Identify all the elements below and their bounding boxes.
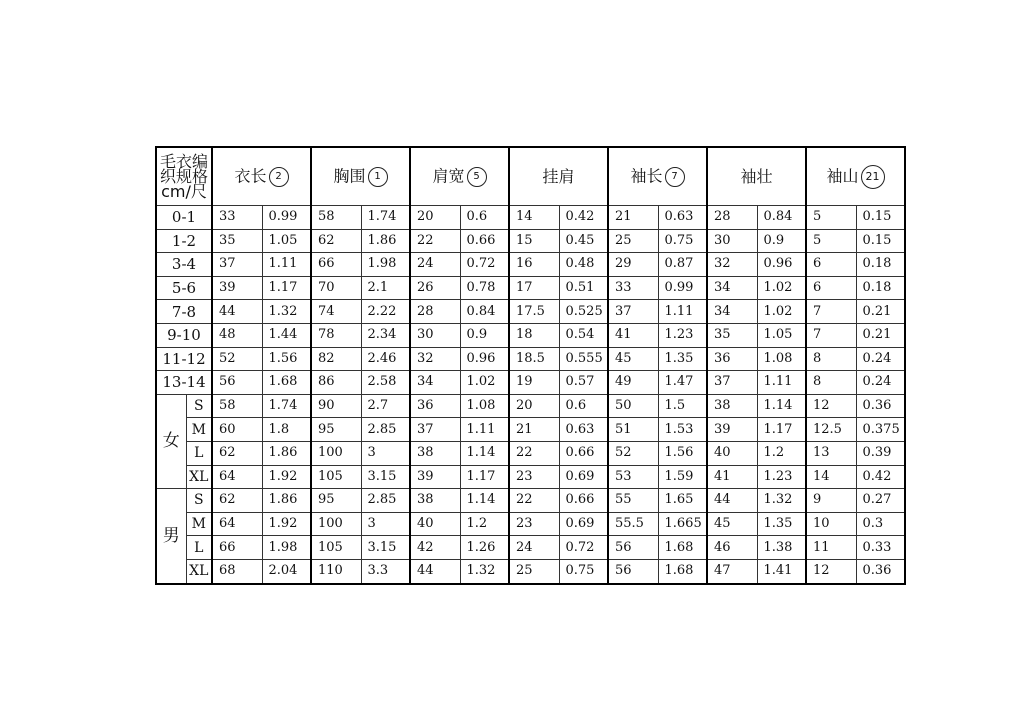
value-cell: 44 — [212, 300, 262, 324]
value-cell: 1.14 — [757, 394, 806, 418]
value-cell: 1.41 — [757, 559, 806, 583]
value-cell: 38 — [707, 394, 757, 418]
value-cell: 0.39 — [856, 441, 905, 465]
table-row — [156, 206, 905, 230]
value-cell: 0.69 — [559, 512, 608, 536]
value-cell: 0.36 — [856, 394, 905, 418]
value-cell: 40 — [707, 441, 757, 465]
value-cell: 13 — [806, 441, 856, 465]
column-header-label: 挂肩 — [542, 166, 575, 186]
table-row — [156, 276, 905, 300]
value-cell: 18 — [509, 323, 559, 347]
value-cell: 105 — [311, 536, 361, 560]
value-cell: 100 — [311, 441, 361, 465]
value-cell: 0.24 — [856, 347, 905, 371]
value-cell: 0.36 — [856, 559, 905, 583]
value-cell: 47 — [707, 559, 757, 583]
value-cell: 1.2 — [460, 512, 509, 536]
value-cell: 1.68 — [658, 559, 707, 583]
column-header — [509, 147, 608, 206]
value-cell: 34 — [410, 371, 460, 395]
value-cell: 1.32 — [757, 489, 806, 513]
value-cell: 49 — [608, 371, 658, 395]
age-range-cell: 11-12 — [156, 347, 212, 371]
value-cell: 90 — [311, 394, 361, 418]
value-cell: 0.72 — [559, 536, 608, 560]
value-cell: 0.96 — [757, 253, 806, 277]
value-cell: 1.11 — [460, 418, 509, 442]
value-cell: 1.86 — [262, 441, 311, 465]
table-row — [156, 300, 905, 324]
value-cell: 1.56 — [262, 347, 311, 371]
value-cell: 6 — [806, 276, 856, 300]
value-cell: 42 — [410, 536, 460, 560]
circled-number: 7 — [665, 167, 685, 187]
value-cell: 17 — [509, 276, 559, 300]
value-cell: 30 — [410, 323, 460, 347]
value-cell: 5 — [806, 229, 856, 253]
value-cell: 2.85 — [361, 489, 410, 513]
size-cell: S — [186, 394, 212, 418]
value-cell: 1.53 — [658, 418, 707, 442]
value-cell: 21 — [509, 418, 559, 442]
value-cell: 41 — [608, 323, 658, 347]
value-cell: 95 — [311, 489, 361, 513]
value-cell: 5 — [806, 206, 856, 230]
value-cell: 36 — [410, 394, 460, 418]
value-cell: 64 — [212, 465, 262, 489]
value-cell: 24 — [410, 253, 460, 277]
value-cell: 1.86 — [361, 229, 410, 253]
value-cell: 41 — [707, 465, 757, 489]
value-cell: 58 — [311, 206, 361, 230]
value-cell: 110 — [311, 559, 361, 583]
value-cell: 44 — [410, 559, 460, 583]
value-cell: 2.7 — [361, 394, 410, 418]
value-cell: 20 — [509, 394, 559, 418]
value-cell: 0.96 — [460, 347, 509, 371]
value-cell: 1.17 — [262, 276, 311, 300]
value-cell: 2.22 — [361, 300, 410, 324]
value-cell: 1.32 — [262, 300, 311, 324]
value-cell: 11 — [806, 536, 856, 560]
value-cell: 12.5 — [806, 418, 856, 442]
value-cell: 0.15 — [856, 206, 905, 230]
column-header — [311, 147, 410, 206]
value-cell: 8 — [806, 347, 856, 371]
age-range-cell: 0-1 — [156, 206, 212, 230]
value-cell: 1.86 — [262, 489, 311, 513]
value-cell: 51 — [608, 418, 658, 442]
age-range-cell: 1-2 — [156, 229, 212, 253]
value-cell: 0.18 — [856, 276, 905, 300]
value-cell: 0.54 — [559, 323, 608, 347]
value-cell: 39 — [212, 276, 262, 300]
value-cell: 1.23 — [757, 465, 806, 489]
table-row — [156, 253, 905, 277]
table-row — [156, 441, 905, 465]
value-cell: 66 — [311, 253, 361, 277]
value-cell: 16 — [509, 253, 559, 277]
value-cell: 1.23 — [658, 323, 707, 347]
value-cell: 55 — [608, 489, 658, 513]
value-cell: 2.34 — [361, 323, 410, 347]
value-cell: 28 — [707, 206, 757, 230]
value-cell: 0.21 — [856, 323, 905, 347]
value-cell: 24 — [509, 536, 559, 560]
size-cell: M — [186, 418, 212, 442]
value-cell: 40 — [410, 512, 460, 536]
value-cell: 46 — [707, 536, 757, 560]
value-cell: 56 — [212, 371, 262, 395]
corner-line-3: cm/尺 — [161, 182, 207, 201]
value-cell: 23 — [509, 465, 559, 489]
value-cell: 53 — [608, 465, 658, 489]
value-cell: 19 — [509, 371, 559, 395]
table-row — [156, 418, 905, 442]
column-header — [410, 147, 509, 206]
value-cell: 39 — [410, 465, 460, 489]
value-cell: 44 — [707, 489, 757, 513]
value-cell: 1.59 — [658, 465, 707, 489]
value-cell: 1.05 — [757, 323, 806, 347]
circled-number: 1 — [368, 167, 388, 187]
value-cell: 1.17 — [460, 465, 509, 489]
value-cell: 7 — [806, 323, 856, 347]
value-cell: 1.38 — [757, 536, 806, 560]
size-cell: L — [186, 536, 212, 560]
column-header — [707, 147, 806, 206]
value-cell: 0.84 — [757, 206, 806, 230]
value-cell: 37 — [410, 418, 460, 442]
value-cell: 3 — [361, 512, 410, 536]
value-cell: 14 — [806, 465, 856, 489]
size-cell: L — [186, 441, 212, 465]
value-cell: 10 — [806, 512, 856, 536]
value-cell: 25 — [509, 559, 559, 583]
value-cell: 2.46 — [361, 347, 410, 371]
value-cell: 0.45 — [559, 229, 608, 253]
value-cell: 3.3 — [361, 559, 410, 583]
value-cell: 39 — [707, 418, 757, 442]
value-cell: 7 — [806, 300, 856, 324]
value-cell: 74 — [311, 300, 361, 324]
table-row — [156, 347, 905, 371]
value-cell: 34 — [707, 276, 757, 300]
value-cell: 1.2 — [757, 441, 806, 465]
age-range-cell: 5-6 — [156, 276, 212, 300]
value-cell: 25 — [608, 229, 658, 253]
value-cell: 0.24 — [856, 371, 905, 395]
column-header-label: 袖壮 — [740, 166, 773, 186]
column-header-label: 胸围 — [333, 166, 366, 185]
value-cell: 1.14 — [460, 441, 509, 465]
value-cell: 1.17 — [757, 418, 806, 442]
value-cell: 0.99 — [658, 276, 707, 300]
table-row — [156, 371, 905, 395]
value-cell: 32 — [707, 253, 757, 277]
value-cell: 1.8 — [262, 418, 311, 442]
value-cell: 34 — [707, 300, 757, 324]
table-row — [156, 512, 905, 536]
value-cell: 1.35 — [757, 512, 806, 536]
value-cell: 0.57 — [559, 371, 608, 395]
value-cell: 60 — [212, 418, 262, 442]
value-cell: 1.08 — [460, 394, 509, 418]
value-cell: 38 — [410, 441, 460, 465]
value-cell: 22 — [410, 229, 460, 253]
column-header — [212, 147, 311, 206]
age-range-cell: 9-10 — [156, 323, 212, 347]
value-cell: 26 — [410, 276, 460, 300]
value-cell: 2.1 — [361, 276, 410, 300]
value-cell: 78 — [311, 323, 361, 347]
value-cell: 1.11 — [757, 371, 806, 395]
value-cell: 33 — [212, 206, 262, 230]
value-cell: 56 — [608, 536, 658, 560]
female-group-label: 女 — [156, 394, 186, 488]
column-header-label: 袖长 — [630, 166, 663, 185]
value-cell: 8 — [806, 371, 856, 395]
value-cell: 21 — [608, 206, 658, 230]
column-header-label: 肩宽 — [432, 166, 465, 185]
value-cell: 12 — [806, 394, 856, 418]
value-cell: 35 — [707, 323, 757, 347]
value-cell: 0.72 — [460, 253, 509, 277]
value-cell: 0.21 — [856, 300, 905, 324]
value-cell: 33 — [608, 276, 658, 300]
value-cell: 0.375 — [856, 418, 905, 442]
value-cell: 1.11 — [658, 300, 707, 324]
value-cell: 0.3 — [856, 512, 905, 536]
value-cell: 1.92 — [262, 512, 311, 536]
value-cell: 9 — [806, 489, 856, 513]
header-row — [156, 147, 905, 206]
value-cell: 23 — [509, 512, 559, 536]
value-cell: 22 — [509, 441, 559, 465]
value-cell: 1.665 — [658, 512, 707, 536]
value-cell: 0.99 — [262, 206, 311, 230]
value-cell: 1.5 — [658, 394, 707, 418]
value-cell: 0.42 — [559, 206, 608, 230]
value-cell: 18.5 — [509, 347, 559, 371]
value-cell: 62 — [311, 229, 361, 253]
value-cell: 37 — [212, 253, 262, 277]
value-cell: 0.69 — [559, 465, 608, 489]
corner-line-1: 毛衣编 — [159, 152, 208, 171]
value-cell: 28 — [410, 300, 460, 324]
value-cell: 0.51 — [559, 276, 608, 300]
value-cell: 1.14 — [460, 489, 509, 513]
value-cell: 0.66 — [559, 489, 608, 513]
value-cell: 0.78 — [460, 276, 509, 300]
value-cell: 15 — [509, 229, 559, 253]
corner-header — [156, 147, 212, 206]
value-cell: 0.84 — [460, 300, 509, 324]
value-cell: 62 — [212, 489, 262, 513]
size-cell: XL — [186, 559, 212, 583]
value-cell: 1.02 — [757, 276, 806, 300]
value-cell: 3 — [361, 441, 410, 465]
value-cell: 45 — [707, 512, 757, 536]
table-row — [156, 489, 905, 513]
value-cell: 38 — [410, 489, 460, 513]
value-cell: 0.27 — [856, 489, 905, 513]
knitting-size-table — [155, 146, 906, 585]
value-cell: 0.75 — [658, 229, 707, 253]
value-cell: 0.555 — [559, 347, 608, 371]
value-cell: 20 — [410, 206, 460, 230]
corner-line-2: 织规格 — [159, 167, 208, 186]
age-range-cell: 13-14 — [156, 371, 212, 395]
table-row — [156, 536, 905, 560]
value-cell: 32 — [410, 347, 460, 371]
age-range-cell: 7-8 — [156, 300, 212, 324]
circled-number: 21 — [861, 165, 885, 189]
value-cell: 68 — [212, 559, 262, 583]
value-cell: 0.87 — [658, 253, 707, 277]
age-range-cell: 3-4 — [156, 253, 212, 277]
column-header-label: 袖山 — [826, 166, 859, 185]
male-group-label: 男 — [156, 489, 186, 584]
value-cell: 22 — [509, 489, 559, 513]
value-cell: 105 — [311, 465, 361, 489]
table-row — [156, 394, 905, 418]
column-header — [608, 147, 707, 206]
value-cell: 48 — [212, 323, 262, 347]
value-cell: 1.68 — [658, 536, 707, 560]
value-cell: 64 — [212, 512, 262, 536]
value-cell: 0.63 — [559, 418, 608, 442]
value-cell: 1.68 — [262, 371, 311, 395]
value-cell: 1.02 — [757, 300, 806, 324]
value-cell: 1.74 — [361, 206, 410, 230]
value-cell: 95 — [311, 418, 361, 442]
value-cell: 0.42 — [856, 465, 905, 489]
value-cell: 1.47 — [658, 371, 707, 395]
value-cell: 37 — [707, 371, 757, 395]
value-cell: 55.5 — [608, 512, 658, 536]
value-cell: 1.92 — [262, 465, 311, 489]
value-cell: 0.66 — [460, 229, 509, 253]
value-cell: 37 — [608, 300, 658, 324]
value-cell: 0.75 — [559, 559, 608, 583]
circled-number: 5 — [467, 167, 487, 187]
value-cell: 66 — [212, 536, 262, 560]
value-cell: 82 — [311, 347, 361, 371]
value-cell: 86 — [311, 371, 361, 395]
circled-number: 2 — [269, 167, 289, 187]
table-row — [156, 323, 905, 347]
value-cell: 1.11 — [262, 253, 311, 277]
value-cell: 2.85 — [361, 418, 410, 442]
size-cell: S — [186, 489, 212, 513]
value-cell: 3.15 — [361, 536, 410, 560]
value-cell: 45 — [608, 347, 658, 371]
value-cell: 1.74 — [262, 394, 311, 418]
value-cell: 30 — [707, 229, 757, 253]
value-cell: 1.35 — [658, 347, 707, 371]
value-cell: 0.63 — [658, 206, 707, 230]
value-cell: 0.15 — [856, 229, 905, 253]
value-cell: 62 — [212, 441, 262, 465]
column-header-label: 衣长 — [234, 166, 267, 185]
value-cell: 0.48 — [559, 253, 608, 277]
value-cell: 52 — [212, 347, 262, 371]
value-cell: 1.98 — [361, 253, 410, 277]
value-cell: 0.6 — [559, 394, 608, 418]
value-cell: 0.9 — [757, 229, 806, 253]
value-cell: 1.02 — [460, 371, 509, 395]
value-cell: 1.65 — [658, 489, 707, 513]
value-cell: 2.58 — [361, 371, 410, 395]
value-cell: 100 — [311, 512, 361, 536]
value-cell: 0.525 — [559, 300, 608, 324]
value-cell: 17.5 — [509, 300, 559, 324]
value-cell: 3.15 — [361, 465, 410, 489]
value-cell: 6 — [806, 253, 856, 277]
value-cell: 1.26 — [460, 536, 509, 560]
value-cell: 1.32 — [460, 559, 509, 583]
value-cell: 1.56 — [658, 441, 707, 465]
value-cell: 56 — [608, 559, 658, 583]
value-cell: 29 — [608, 253, 658, 277]
value-cell: 0.18 — [856, 253, 905, 277]
value-cell: 50 — [608, 394, 658, 418]
column-header — [806, 147, 905, 206]
value-cell: 58 — [212, 394, 262, 418]
value-cell: 12 — [806, 559, 856, 583]
table-row — [156, 465, 905, 489]
value-cell: 35 — [212, 229, 262, 253]
value-cell: 0.9 — [460, 323, 509, 347]
value-cell: 52 — [608, 441, 658, 465]
value-cell: 14 — [509, 206, 559, 230]
value-cell: 0.33 — [856, 536, 905, 560]
table-row — [156, 559, 905, 583]
value-cell: 1.98 — [262, 536, 311, 560]
table-row — [156, 229, 905, 253]
value-cell: 1.08 — [757, 347, 806, 371]
value-cell: 0.6 — [460, 206, 509, 230]
value-cell: 1.05 — [262, 229, 311, 253]
value-cell: 1.44 — [262, 323, 311, 347]
value-cell: 0.66 — [559, 441, 608, 465]
size-cell: M — [186, 512, 212, 536]
value-cell: 70 — [311, 276, 361, 300]
size-cell: XL — [186, 465, 212, 489]
value-cell: 2.04 — [262, 559, 311, 583]
value-cell: 36 — [707, 347, 757, 371]
